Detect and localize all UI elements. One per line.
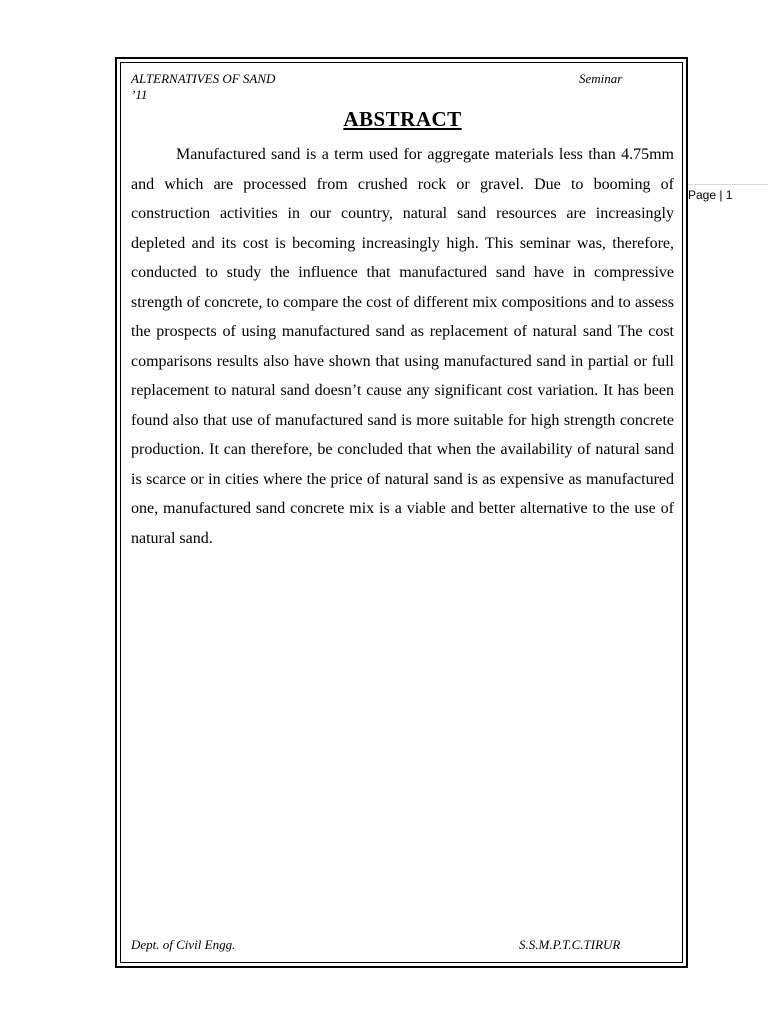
header-seminar: Seminar (579, 71, 623, 86)
header-title: ALTERNATIVES OF SAND (131, 71, 276, 86)
abstract-body: Manufactured sand is a term used for aggregate materials less than 4.75mm and which are processed from crushed rock or gravel. Due to booming of construction activities in our country, natural sand resources are increasingly depleted and its cost is becoming increasingly high. This seminar was, therefore, conducted to study the influence that manufactured sand have in compressive strength of concrete, to compare the cost of different mix compositions and to assess the prospects of using manufactured sand as replacement of natural sand The cost comparisons results also have shown that using manufactured sand in partial or full replacement to natural sand doesn’t cause any significant cost variation. It has been found also that use of manufactured sand is more suitable for high strength concrete production. It can therefore, be concluded that when the availability of natural sand is scarce or in cities where the price of natural sand is as expensive as manufactured one, manufactured sand concrete mix is a viable and better alternative to the use of natural sand. (131, 146, 674, 547)
header-year: ’11 (131, 87, 148, 102)
footer-institution: S.S.M.P.T.C.TIRUR (519, 937, 621, 952)
page-title: ABSTRACT (343, 107, 462, 131)
footer-department: Dept. of Civil Engg. (131, 937, 236, 952)
page-number-rule (688, 184, 768, 185)
page-number: Page | 1 (688, 188, 733, 202)
